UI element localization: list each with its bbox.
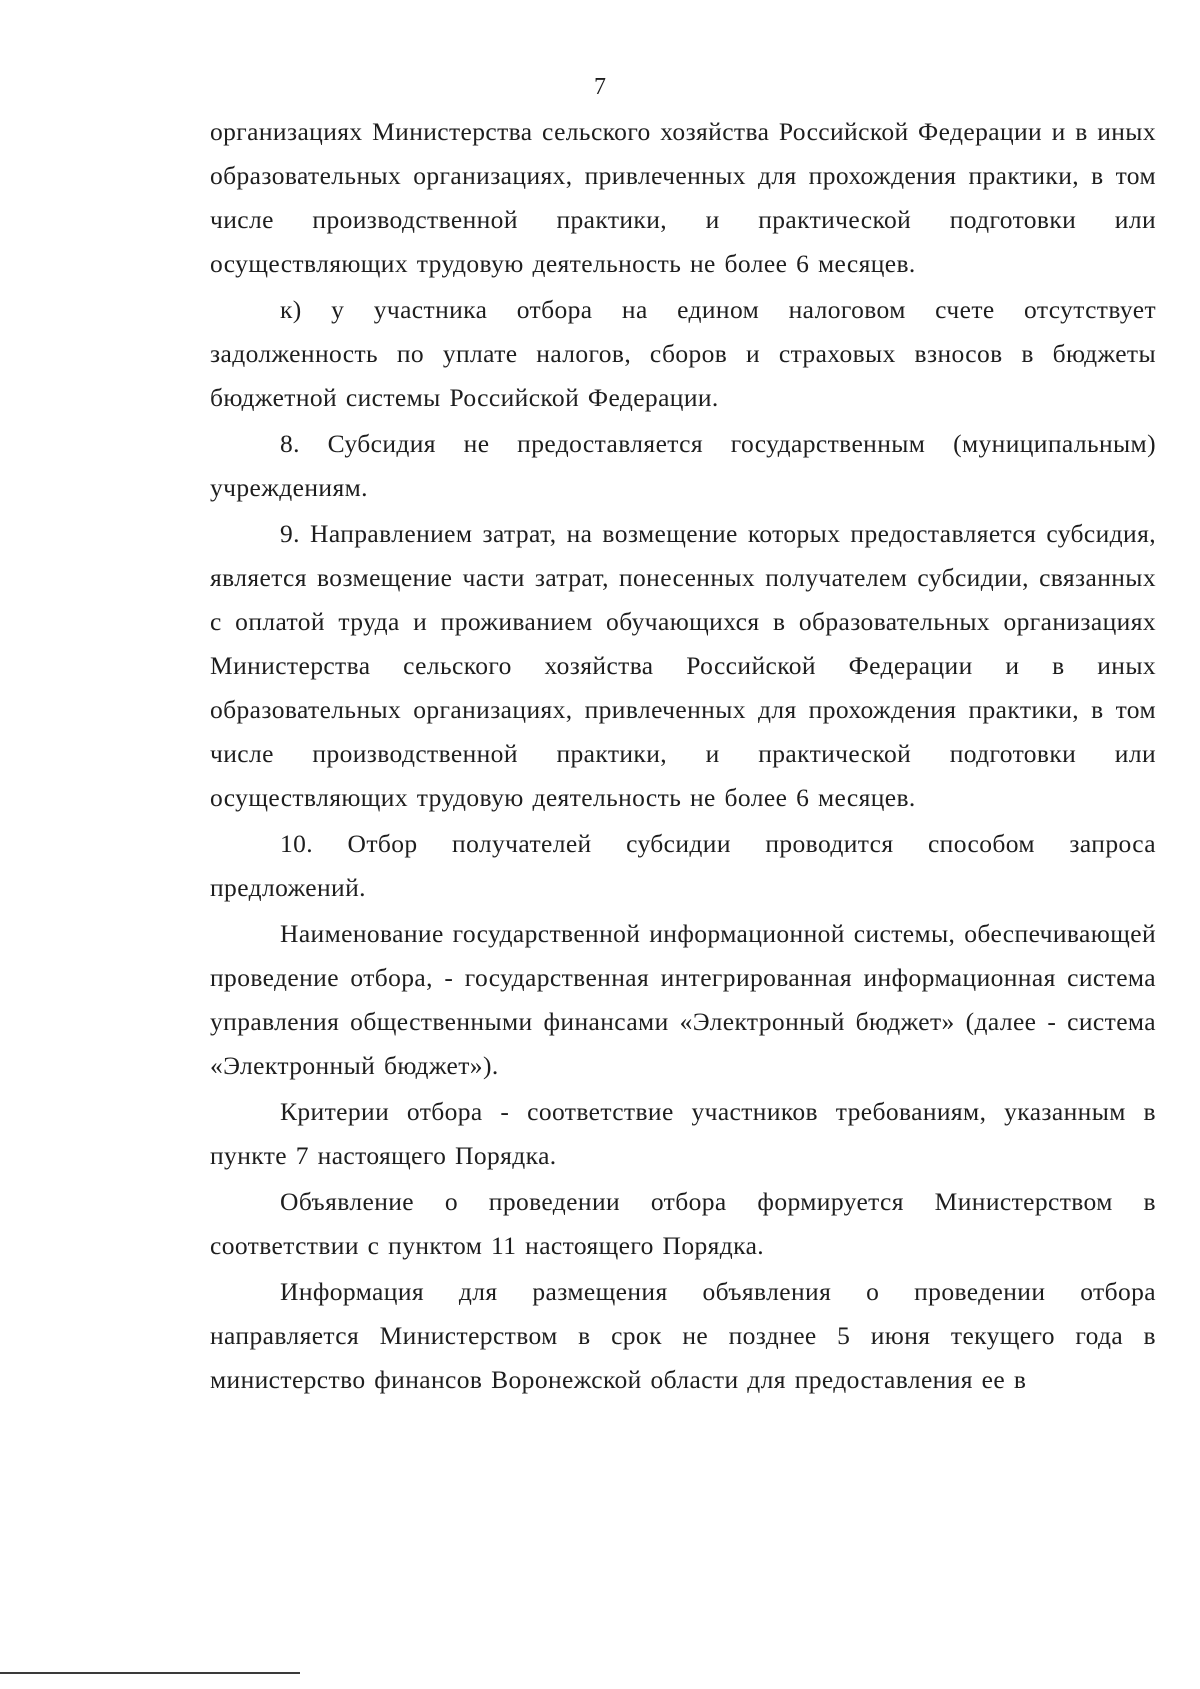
page-number: 7 [594, 74, 606, 100]
paragraph-information-placement: Информация для размещения объявления о проведении отбора направляется Министерством в срок не позднее 5 июня текущего года в министерство финансов Воронежской области для предоставления ее в [210, 1277, 1156, 1394]
paragraph-continuation: организациях Министерства сельского хозяйства Российской Федерации и в иных образовательных организациях, привлеченных для прохождения практики, в том числе производственной практики, и практической подготовки или осуществляющих трудовую деятельность не более 6 месяцев. [210, 117, 1156, 278]
paragraph-information-system: Наименование государственной информационной системы, обеспечивающей проведение отбора, - государственная интегрированная информационная система управления общественными финансами «Электронный бюджет» (далее - система «Электронный бюджет»). [210, 919, 1156, 1080]
paragraph-item-8: 8. Субсидия не предоставляется государственным (муниципальным) учреждениям. [210, 429, 1156, 502]
paragraph-item-9: 9. Направлением затрат, на возмещение которых предоставляется субсидия, является возмещение части затрат, понесенных получателем субсидии, связанных с оплатой труда и проживанием обучающихся в образовательных организациях Министерства сельского хозяйства Российской Федерации и в иных образовательных организациях, привлеченных для прохождения практики, в том числе производственной практики, и практической подготовки или осуществляющих трудовую деятельность не более 6 месяцев. [210, 519, 1156, 812]
paragraph-announcement: Объявление о проведении отбора формируется Министерством в соответствии с пунктом 11 настоящего Порядка. [210, 1187, 1156, 1260]
paragraph-selection-criteria: Критерии отбора - соответствие участников требованиям, указанным в пункте 7 настоящего Порядка. [210, 1097, 1156, 1170]
document-body [210, 110, 1156, 1402]
page-bottom-rule [0, 1672, 300, 1674]
paragraph-item-10: 10. Отбор получателей субсидии проводится способом запроса предложений. [210, 829, 1156, 902]
paragraph-item-k: к) у участника отбора на едином налоговом счете отсутствует задолженность по уплате налогов, сборов и страховых взносов в бюджеты бюджетной системы Российской Федерации. [210, 295, 1156, 412]
